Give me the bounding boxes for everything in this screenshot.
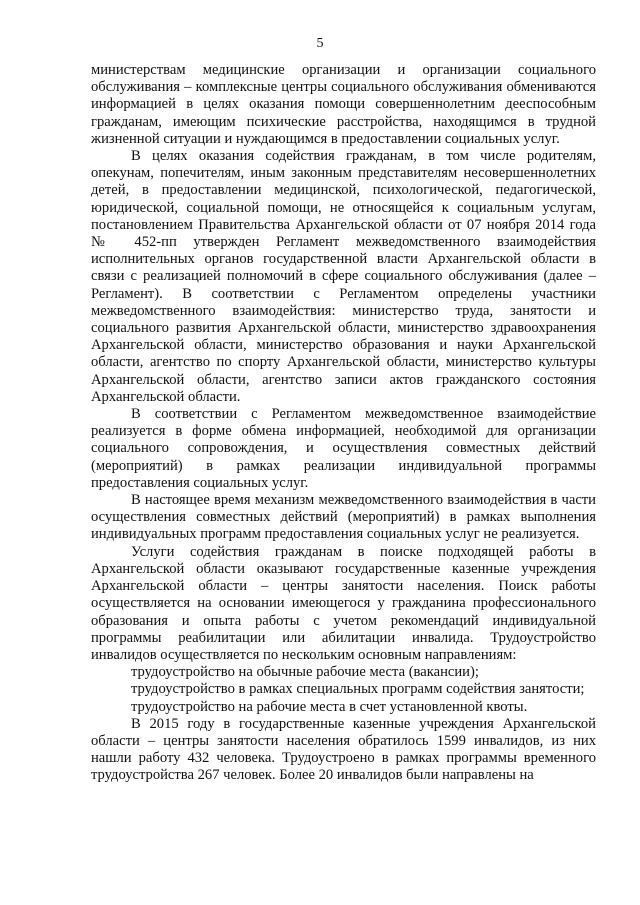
paragraph-2: В целях оказания содействия гражданам, в том числе родителям, опекунам, попечителям, иным законным представителям несовершеннолетних детей, в предоставлении медицинской, психологической, педагогической, юридической, социальной помощи, не относящейся к социальным услугам, постановлением Правительства Архангельской области от 07 ноября 2014 года № 452-пп утвержден Регламент межведомственного взаимодействия исполнительных органов государственной власти Архангельской области в связи с реализацией полномочий в сфере социального обслуживания (далее – Регламент). В соответствии с Регламентом определены участники межведомственного взаимодействия: министерство труда, занятости и социального развития Архангельской области, министерство здравоохранения Архангельской области, министерство образования и науки Архангельской области, агентство по спорту Архангельской области, министерство культуры Архангельской области, агентство записи актов гражданского состояния Архангельской области. bbox=[91, 148, 596, 405]
paragraph-6: В 2015 году в государственные казенные учреждения Архангельской области – центры занятости населения обратилось 1599 инвалидов, из них нашли работу 432 человека. Трудоустроено в рамках программы временного трудоустройства 267 человек. Более 20 инвалидов были направлены на bbox=[91, 715, 596, 784]
paragraph-5: Услуги содействия гражданам в поиске подходящей работы в Архангельской области оказывают государственные казенные учреждения Архангельской области – центры занятости населения. Поиск работы осуществляется на основании имеющегося у гражданина профессионального образования и опыта работы с учетом рекомендаций индивидуальной программы реабилитации или абилитации инвалида. Трудоустройство инвалидов осуществляется по нескольким основным направлениям: bbox=[91, 543, 596, 663]
paragraph-3: В соответствии с Регламентом межведомственное взаимодействие реализуется в форме обмена информацией, необходимой для организации социального сопровождения, и осуществления совместных действий (мероприятий) в рамках реализации индивидуальной программы предоставления социальных услуг. bbox=[91, 406, 596, 491]
paragraph-1: министерствам медицинские организации и организации социального обслуживания – комплексные центры социального обслуживания обмениваются информацией в целях оказания помощи совершеннолетним дееспособным гражданам, имеющим психические расстройства, находящимся в трудной жизненной ситуации и нуждающимся в предоставлении социальных услуг. bbox=[91, 62, 596, 147]
list-item-3: трудоустройство на рабочие места в счет установленной квоты. bbox=[131, 698, 528, 715]
list-item-1: трудоустройство на обычные рабочие места (вакансии); bbox=[131, 664, 479, 681]
document-body bbox=[91, 62, 596, 785]
paragraph-4: В настоящее время механизм межведомственного взаимодействия в части осуществления совместных действий (мероприятий) в рамках выполнения индивидуальных программ предоставления социальных услуг не реализуется. bbox=[91, 492, 596, 543]
page-number: 5 bbox=[316, 36, 324, 51]
list-item-2: трудоустройство в рамках специальных программ содействия занятости; bbox=[131, 681, 585, 698]
